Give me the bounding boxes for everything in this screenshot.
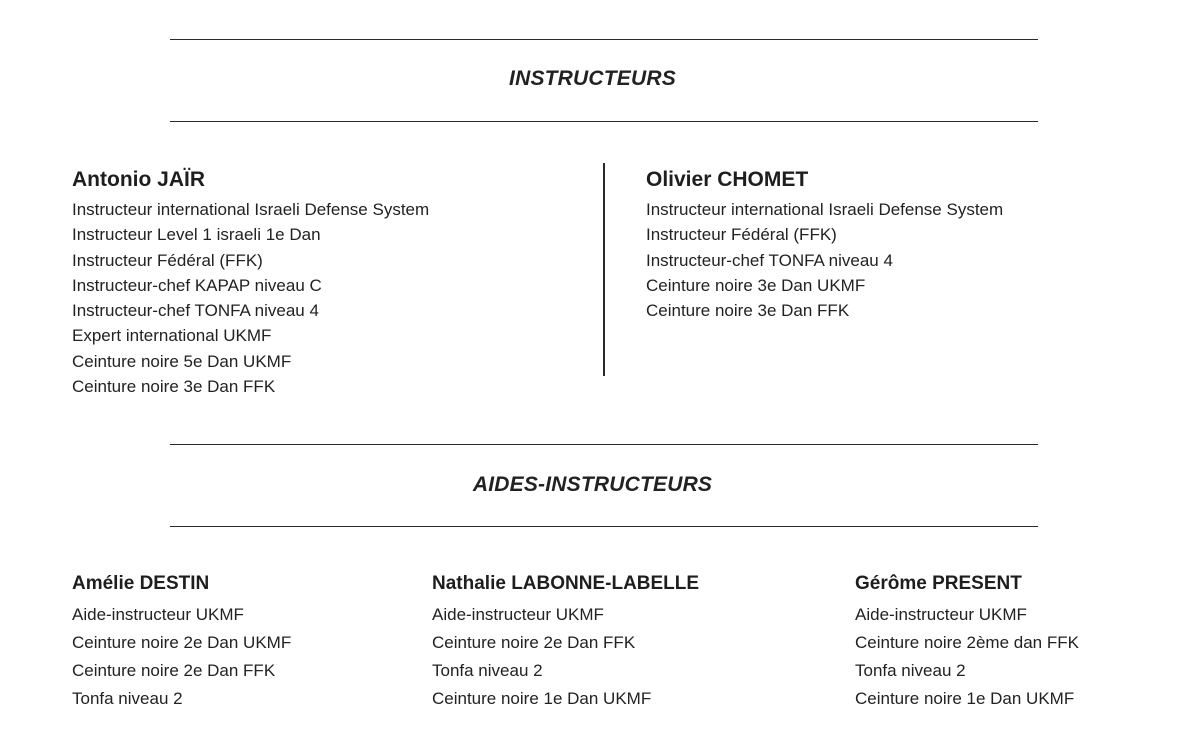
credential-item: Instructeur Level 1 israeli 1e Dan — [72, 225, 321, 245]
credential-item: Aide-instructeur UKMF — [72, 605, 244, 624]
aide-card-gerome-present — [855, 572, 1079, 713]
instructor-card-olivier-chomet — [646, 167, 1003, 323]
credential-item: Aide-instructeur UKMF — [855, 605, 1027, 624]
credential-item: Ceinture noire 3e Dan UKMF — [646, 275, 866, 295]
credential-item: Tonfa niveau 2 — [855, 661, 966, 680]
credentials-list — [72, 197, 429, 399]
credential-item: Aide-instructeur UKMF — [432, 605, 604, 624]
aide-card-nathalie-labonne-labelle — [432, 572, 699, 713]
credential-item: Ceinture noire 5e Dan UKMF — [72, 351, 292, 371]
credential-item: Ceinture noire 2e Dan FFK — [72, 661, 276, 680]
credential-item: Ceinture noire 2ème dan FFK — [855, 633, 1079, 652]
credential-item: Ceinture noire 3e Dan FFK — [72, 377, 276, 397]
instructeurs-heading: INSTRUCTEURS — [509, 67, 676, 90]
credential-item: Tonfa niveau 2 — [72, 689, 183, 708]
top-divider — [170, 39, 1038, 40]
credential-item: Instructeur Fédéral (FFK) — [72, 250, 263, 270]
aides-heading-divider — [170, 526, 1038, 527]
instructors-column-divider — [603, 163, 605, 376]
aide-name: Amélie DESTIN — [72, 573, 210, 594]
credential-item: Ceinture noire 1e Dan UKMF — [855, 689, 1075, 708]
credential-item: Ceinture noire 2e Dan UKMF — [72, 633, 292, 652]
instructeurs-heading-divider — [170, 121, 1038, 122]
credential-item: Tonfa niveau 2 — [432, 661, 543, 680]
credential-item: Instructeur international Israeli Defense System — [646, 200, 1004, 219]
credential-item: Instructeur-chef KAPAP niveau C — [72, 275, 322, 295]
aides-top-divider — [170, 444, 1038, 445]
instructor-name: Antonio JAÏR — [72, 168, 205, 191]
credential-item: Ceinture noire 2e Dan FFK — [432, 633, 636, 652]
aide-name: Gérôme PRESENT — [855, 573, 1022, 594]
credential-item: Ceinture noire 3e Dan FFK — [646, 301, 850, 321]
instructor-card-antonio-jair — [72, 167, 429, 399]
credential-item: Instructeur Fédéral (FFK) — [646, 225, 837, 245]
credential-item: Instructeur-chef TONFA niveau 4 — [646, 250, 893, 270]
credential-item: Instructeur-chef TONFA niveau 4 — [72, 301, 319, 321]
credential-item: Expert international UKMF — [72, 326, 272, 346]
credential-item: Ceinture noire 1e Dan UKMF — [432, 689, 652, 708]
credential-item: Instructeur international Israeli Defense System — [72, 200, 430, 219]
instructor-name: Olivier CHOMET — [646, 168, 809, 191]
credentials-list — [855, 601, 1079, 713]
credentials-list — [72, 601, 291, 713]
credentials-list — [646, 197, 1003, 323]
credentials-list — [432, 601, 699, 713]
aide-name: Nathalie LABONNE-LABELLE — [432, 573, 700, 594]
aide-card-amelie-destin — [72, 572, 291, 713]
aides-instructeurs-heading: AIDES-INSTRUCTEURS — [472, 473, 713, 496]
